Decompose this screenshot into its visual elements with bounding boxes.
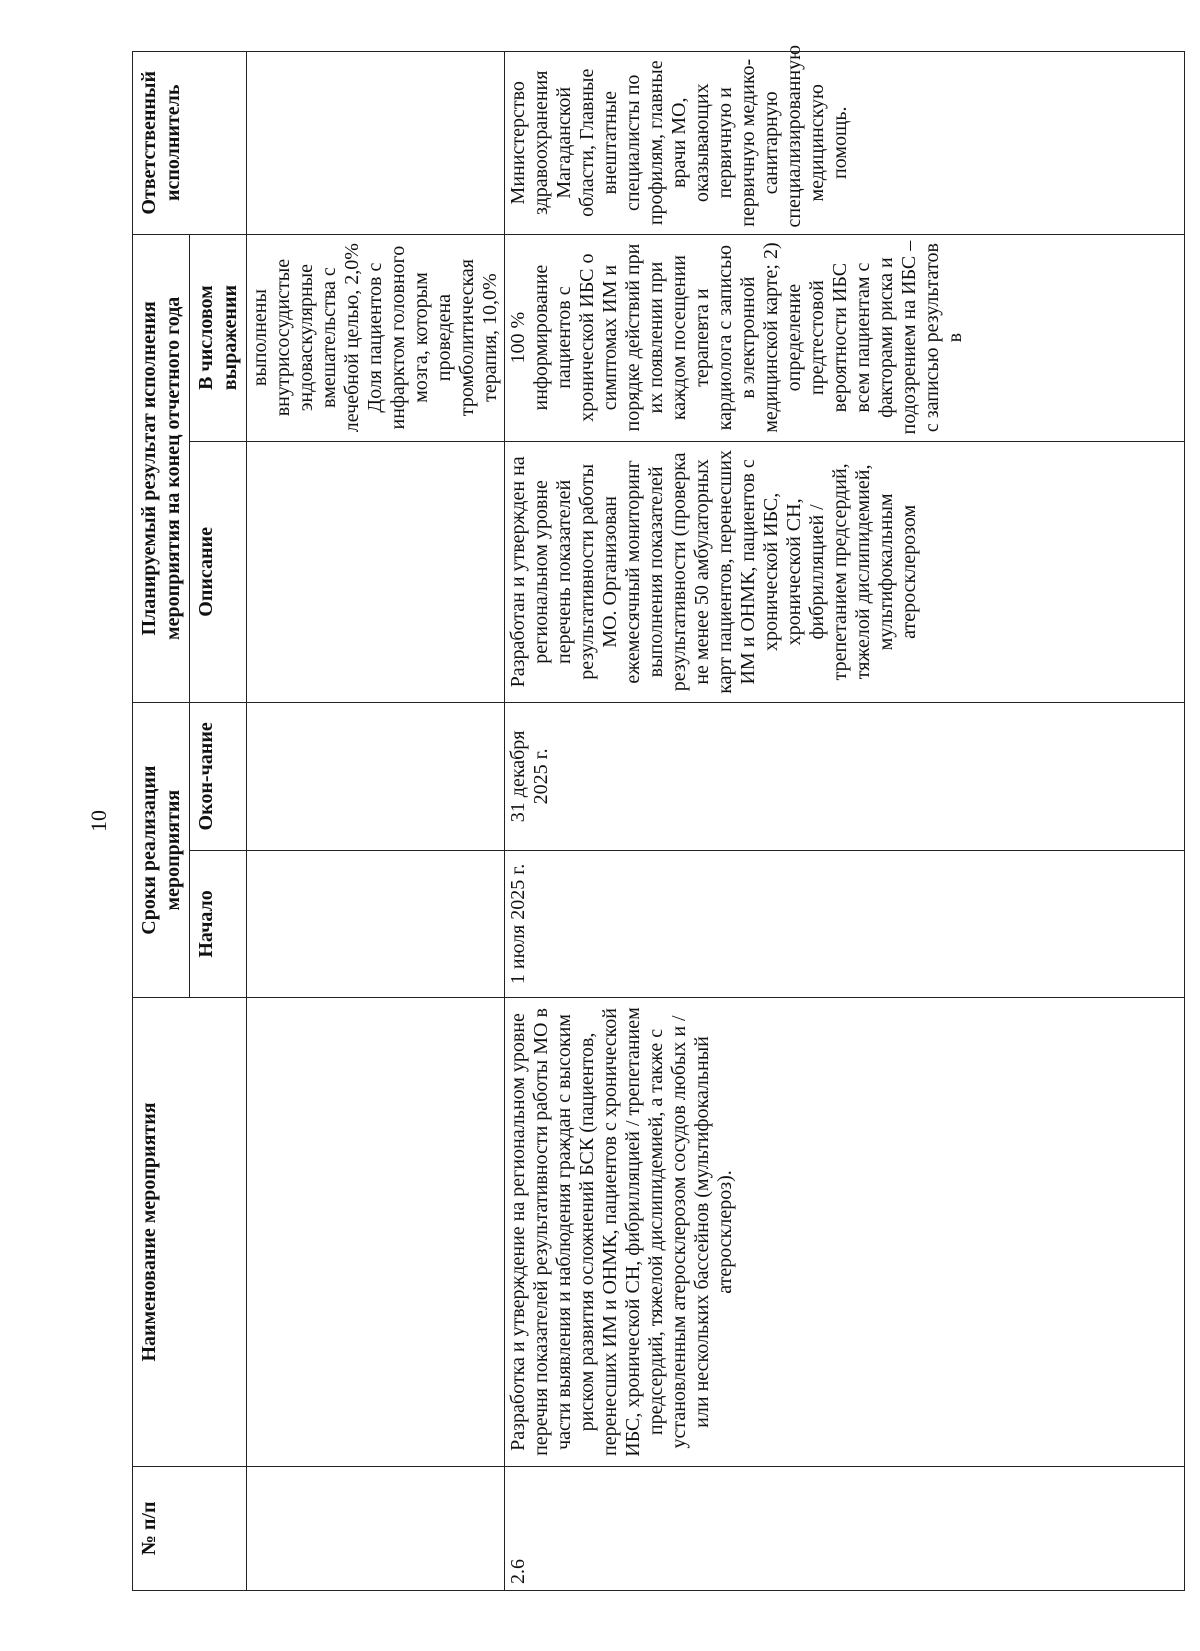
row-2-6 <box>505 52 1185 1591</box>
header-row-1 <box>133 52 190 1591</box>
cont-number <box>247 1466 505 1590</box>
header-name: Наименование мероприятия <box>133 998 247 1467</box>
cont-name <box>247 998 505 1467</box>
cont-numeric: выполнены внутрисосудистые эндоваскулярные вмешательства с лечебной целью, 2,0% Доля пациентов с инфарктом головного мозга, которым проведена тромболитическая терапия, 10,0% <box>247 234 505 441</box>
header-start: Начало <box>190 850 247 998</box>
row-number: 2.6 <box>505 1466 1185 1590</box>
row-start-date: 1 июля 2025 г. <box>505 850 1185 998</box>
header-numeric: В числовом выражении <box>190 234 247 441</box>
cont-start <box>247 850 505 998</box>
row-activity-name: Разработка и утверждение на региональном уровне перечня показателей результативности работы МО в части выявления и наблюдения граждан с высоким риском развития осложнений БСК (пациентов, перенесших ИМ и ОНМК, пациентов с хронической ИБС, хронической СН, фибрилляцией / трепетанием предсердий, тяжелой дислипидемией, а также с установленным атеросклерозом сосудов любых и / или нескольких бассейнов (мультифокальный атеросклероз). <box>505 998 1185 1467</box>
row-numeric-result: 100 % информирование пациентов с хронической ИБС о симптомах ИМ и порядке действий при их появлении при каждом посещении терапевта и кардиолога с записью в электронной медицинской карте; 2) определение предтестовой вероятности ИБС всем пациентам с факторами риска и подозрением на ИБС – с записью результатов в <box>505 234 1185 441</box>
row-description: Разработан и утвержден на региональном уровне перечень показателей результативности работы МО. Организован ежемесячный мониторинг выполнения показателей результативности (проверка не менее 50 амбулаторных карт пациентов, перенесших ИМ и ОНМК, пациентов с хронической ИБС, хронической СН, фибрилляцией / трепетанием предсердий, тяжелой дислипидемией, мультифокальным атеросклерозом <box>505 441 1185 702</box>
row-end-date: 31 декабря 2025 г. <box>505 703 1185 851</box>
header-terms: Сроки реализации мероприятия <box>133 703 190 998</box>
cont-responsible <box>247 52 505 235</box>
header-end: Окон-чание <box>190 703 247 851</box>
continuation-row <box>247 52 505 1591</box>
activity-plan-table <box>132 44 1185 1591</box>
cont-end <box>247 703 505 851</box>
header-responsible: Ответственный исполнитель <box>133 52 247 235</box>
page-number: 10 <box>86 810 111 832</box>
row-responsible: Министерство здравоохранения Магаданской области, Главные внештатные специалисты по профилям, главные врачи МО, оказывающих первичную и первичную медико-санитарную специализированную медицинскую помощь. <box>505 52 1185 235</box>
header-description: Описание <box>190 441 247 702</box>
header-number: № п/п <box>133 1466 247 1590</box>
cont-description <box>247 441 505 702</box>
header-result: Планируемый результат исполнения мероприятия на конец отчетного года <box>133 234 190 703</box>
